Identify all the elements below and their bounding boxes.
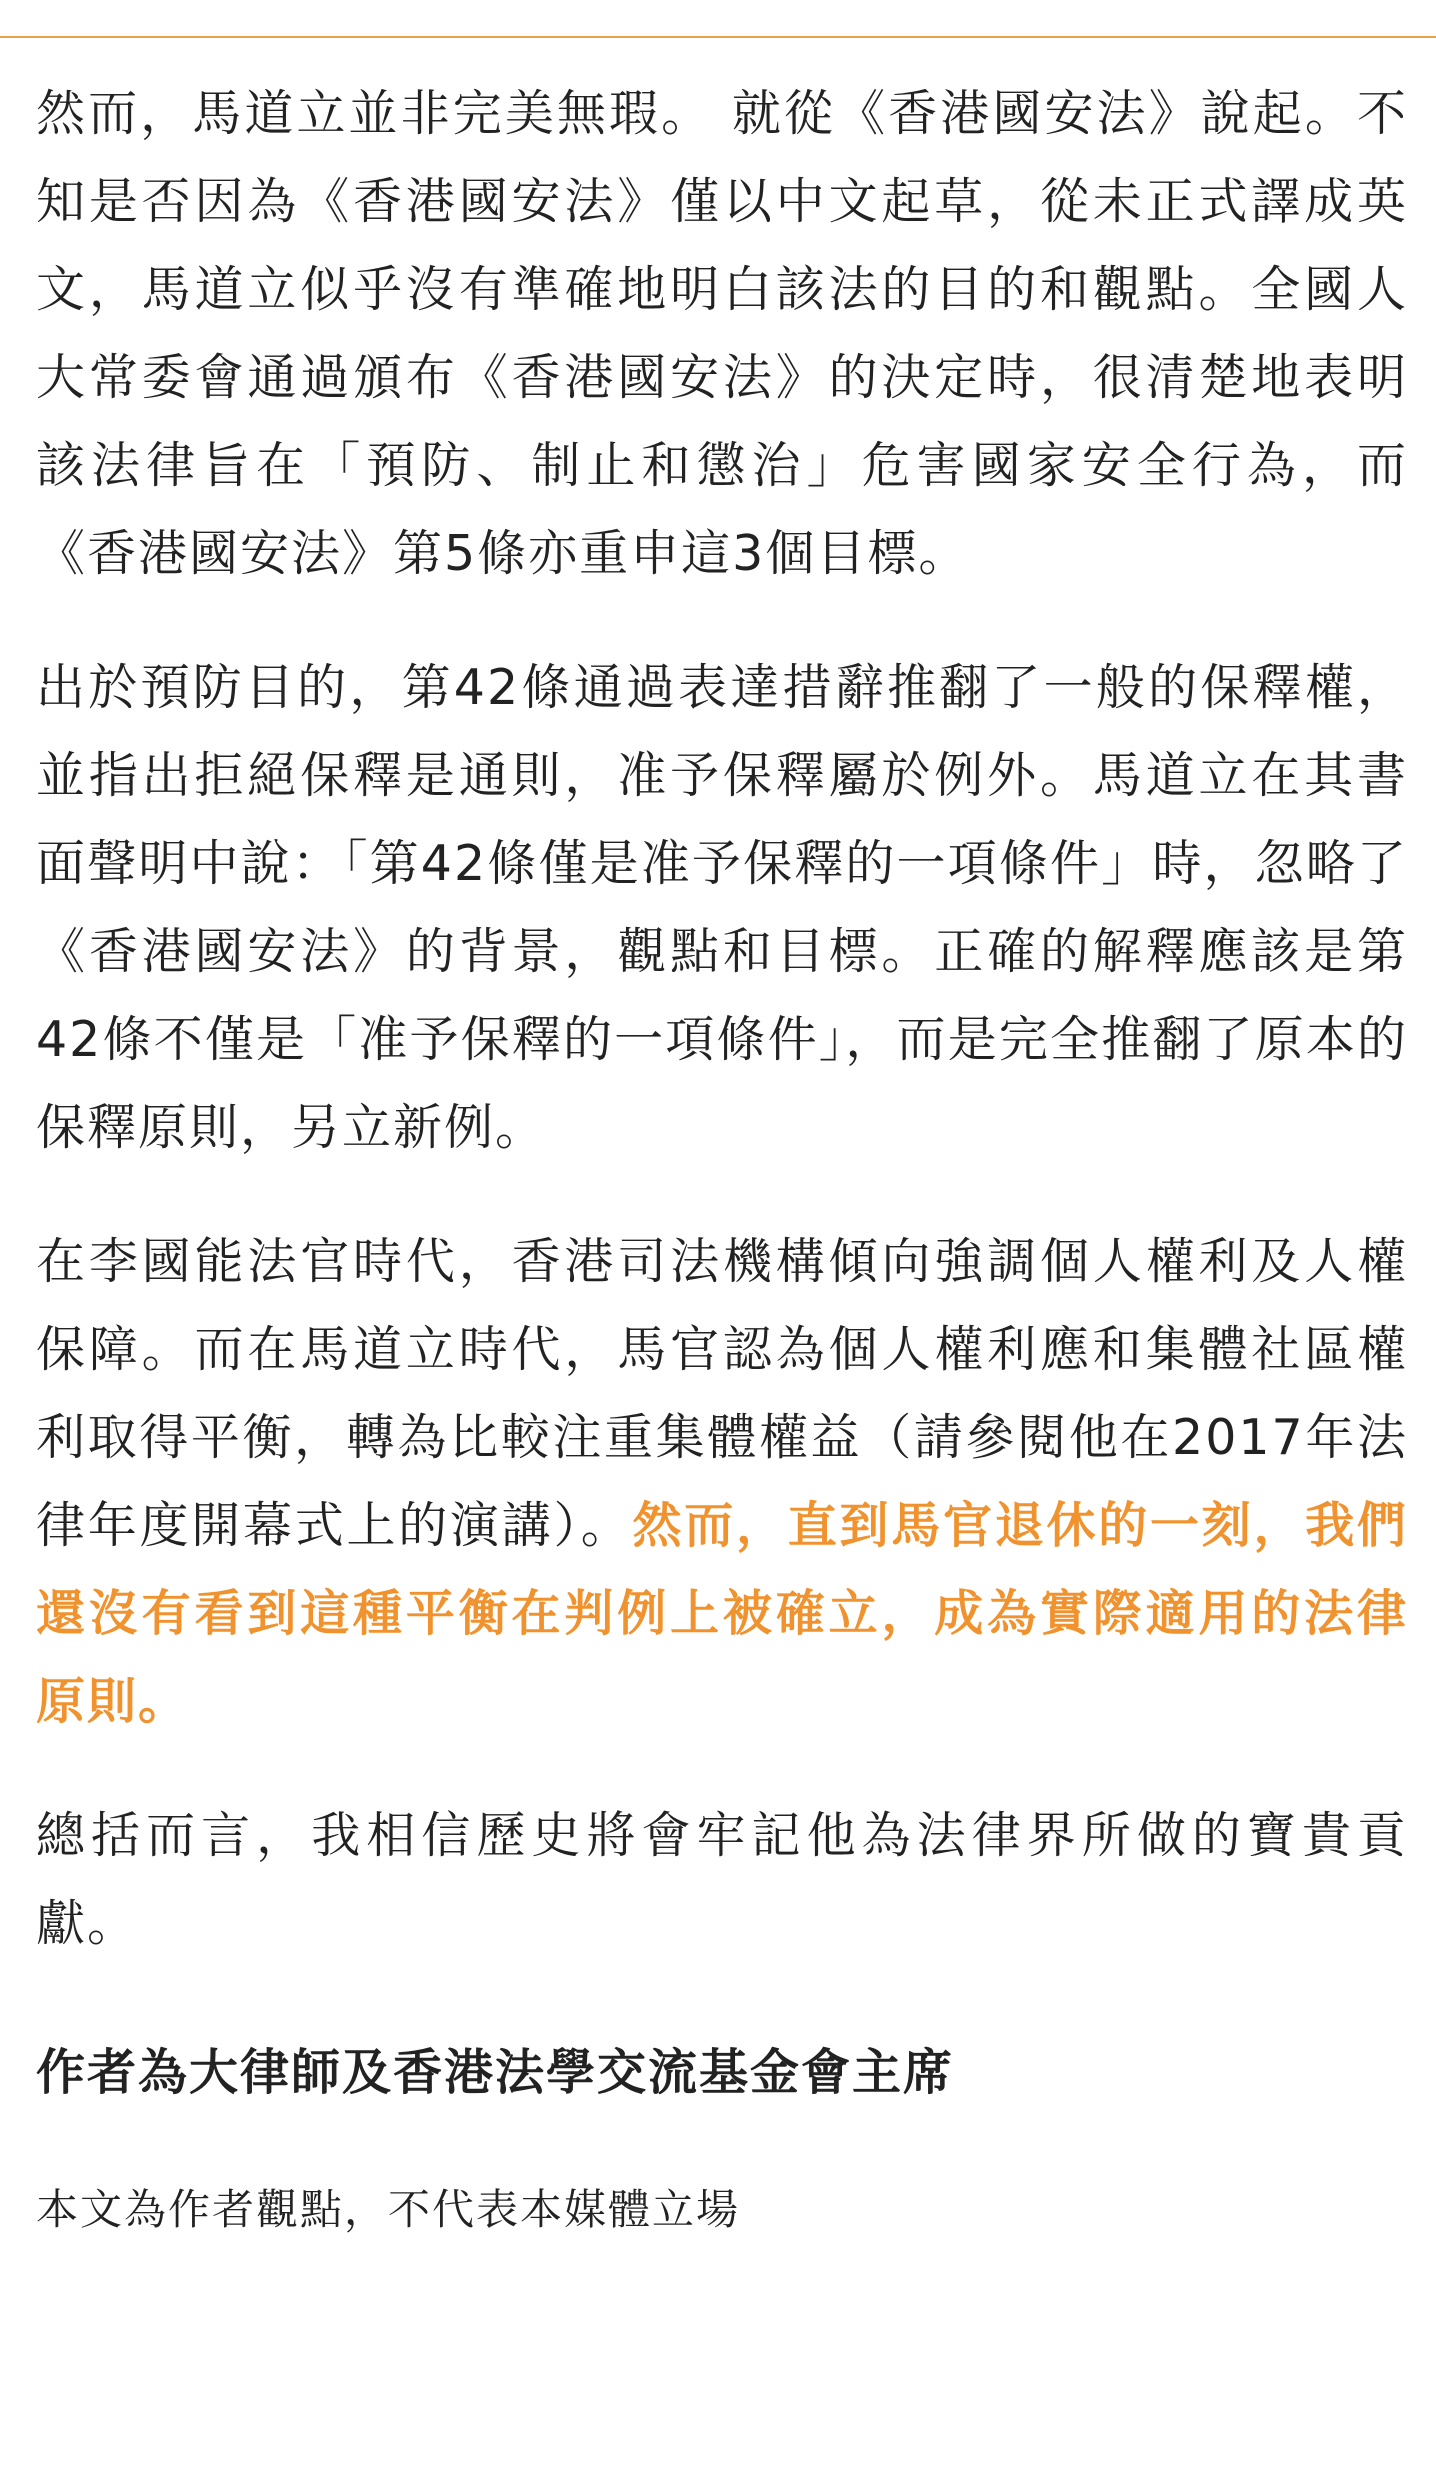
highlighted-statement: 然而，直到馬官退休的一刻，我們還沒有看到這種平衡在判例上被確立，成為實際適用的法律原則。 (36, 1497, 1408, 1730)
article-body (36, 70, 1408, 2240)
top-divider (0, 0, 1436, 38)
paragraph-1: 然而，馬道立並非完美無瑕。 就從《香港國安法》說起。不知是否因為《香港國安法》僅以中文起草，從未正式譯成英文，馬道立似乎沒有準確地明白該法的目的和觀點。全國人大常委會通過頒布《香港國安法》的決定時，很清楚地表明該法律旨在「預防、制止和懲治」危害國家安全行為，而《香港國安法》第5條亦重申這3個目標。 (36, 85, 1408, 582)
paragraph-3-text: 在李國能法官時代，香港司法機構傾向強調個人權利及人權保障。而在馬道立時代，馬官認為個人權利應和集體社區權利取得平衡，轉為比較注重集體權益（請參閱他在2017年法律年度開幕式上的演講）。 (36, 1233, 1408, 1554)
disclaimer: 本文為作者觀點，不代表本媒體立場 (36, 2185, 741, 2234)
author-line: 作者為大律師及香港法學交流基金會主席 (36, 2044, 955, 2101)
paragraph-3 (36, 1218, 1408, 1746)
paragraph-4: 總括而言，我相信歷史將會牢記他為法律界所做的寶貴貢獻。 (36, 1807, 1408, 1952)
paragraph-2: 出於預防目的，第42條通過表達措辭推翻了一般的保釋權，並指出拒絕保釋是通則，准予保釋屬於例外。馬道立在其書面聲明中說：「第42條僅是准予保釋的一項條件」時，忽略了《香港國安法》的背景，觀點和目標。正確的解釋應該是第42條不僅是「准予保釋的一項條件」，而是完全推翻了原本的保釋原則，另立新例。 (36, 659, 1408, 1156)
